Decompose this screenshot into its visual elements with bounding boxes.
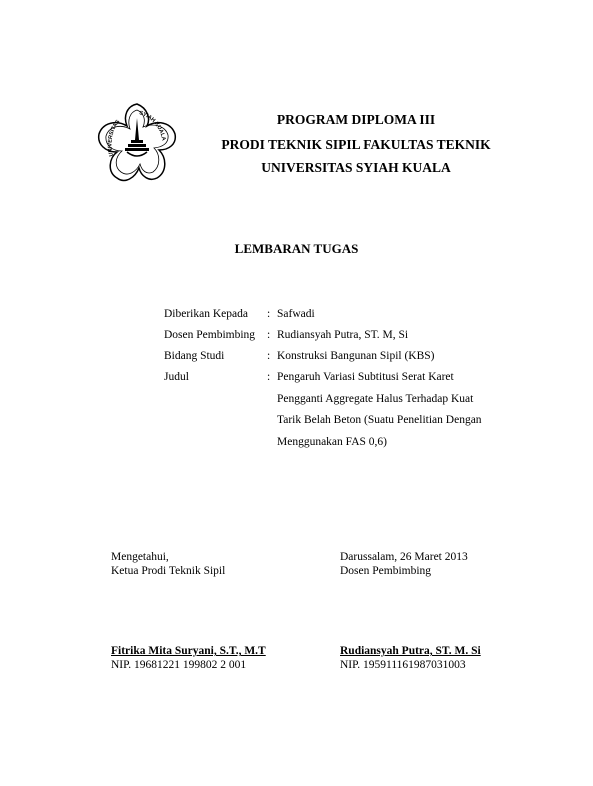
header-line-2: PRODI TEKNIK SIPIL FAKULTAS TEKNIK — [221, 137, 491, 152]
field-label-judul: Judul — [164, 371, 189, 383]
signature-left-line2: Ketua Prodi Teknik Sipil — [111, 565, 226, 577]
field-label-dosen-pembimbing: Dosen Pembimbing — [164, 329, 256, 341]
signature-left-block — [111, 644, 266, 672]
signature-left-name: Fitrika Mita Suryani, S.T., M.T — [111, 645, 266, 657]
header-line-3: UNIVERSITAS SYIAH KUALA — [261, 160, 451, 175]
signature-left-header — [111, 550, 225, 578]
document-title: LEMBARAN TUGAS — [234, 241, 359, 256]
signature-right-block — [340, 644, 481, 672]
university-logo — [97, 100, 177, 190]
signature-right-header — [340, 550, 468, 578]
header-line-1: PROGRAM DIPLOMA III — [276, 112, 436, 127]
signature-left-line1: Mengetahui, — [111, 551, 169, 563]
field-value-bidang-studi — [277, 346, 435, 368]
signature-left-nip: NIP. 19681221 199802 2 001 — [111, 659, 247, 671]
field-value-line: Pengganti Aggregate Halus Terhadap Kuat — [277, 392, 474, 405]
signature-right-line2: Dosen Pembimbing — [340, 565, 432, 577]
field-value-line: Tarik Belah Beton (Suatu Penelitian Dengan — [277, 414, 482, 426]
field-colon: : — [267, 350, 271, 362]
field-colon: : — [267, 308, 271, 320]
logo-text-left: UNIVERSITAS — [107, 118, 122, 157]
field-value-line: Menggunakan FAS 0,6) — [277, 435, 387, 448]
logo-text-right: SYIAH KUALA — [138, 110, 167, 142]
field-value-line: Rudiansyah Putra, ST. M, Si — [277, 329, 409, 341]
field-value-judul — [277, 367, 482, 453]
field-label-diberikan-kepada: Diberikan Kepada — [164, 308, 248, 320]
field-value-diberikan-kepada — [277, 304, 315, 326]
field-value-line: Konstruksi Bangunan Sipil (KBS) — [277, 350, 435, 362]
field-label-bidang-studi: Bidang Studi — [164, 350, 225, 362]
field-value-dosen-pembimbing — [277, 325, 408, 347]
field-value-line: Safwadi — [277, 308, 315, 320]
field-colon: : — [267, 371, 271, 383]
signature-right-nip: NIP. 195911161987031003 — [340, 659, 466, 671]
field-colon: : — [267, 329, 271, 341]
signature-right-line1: Darussalam, 26 Maret 2013 — [340, 551, 468, 563]
signature-right-name: Rudiansyah Putra, ST. M. Si — [340, 645, 481, 657]
field-value-line: Pengaruh Variasi Subtitusi Serat Karet — [277, 371, 454, 383]
